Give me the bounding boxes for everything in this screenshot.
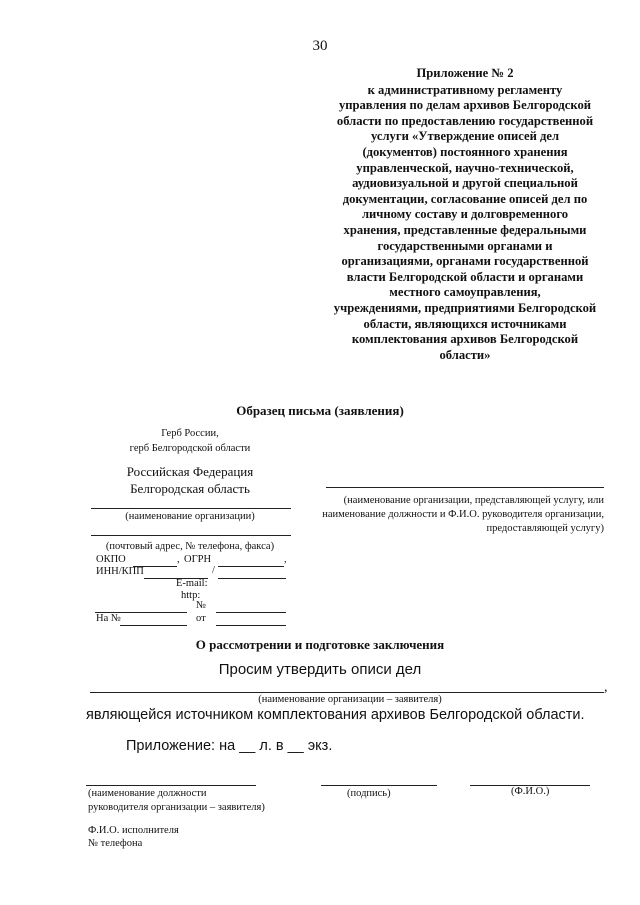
- ogrn-comma: ,: [284, 554, 287, 565]
- appendix-line: области, являющихся источниками: [363, 316, 567, 331]
- okpo-comma: ,: [177, 554, 180, 565]
- appendix-line: власти Белгородской области и органами: [346, 269, 584, 284]
- appendix-line: документации, согласование описей дел по: [342, 191, 588, 206]
- applicant-comma: ,: [604, 680, 608, 695]
- position-caption-line: руководителя организации – заявителя): [88, 802, 265, 813]
- appendix-header: [330, 66, 600, 363]
- emblem-line: Герб России,: [161, 428, 219, 439]
- reply-to-line: [120, 625, 187, 626]
- http-label: http:: [181, 590, 201, 601]
- ogrn-line: [218, 566, 284, 567]
- appendix-line: (документов) постоянного хранения: [362, 144, 568, 159]
- appendix-line: управления по делам архивов Белгородской: [338, 98, 592, 113]
- appendix-line: организациями, органами государственной: [341, 254, 589, 269]
- sample-title: Образец письма (заявления): [236, 403, 404, 418]
- okpo-label: ОКПО: [96, 554, 126, 565]
- position-line: [86, 785, 256, 786]
- appendix-line: местного самоуправления,: [389, 285, 541, 300]
- applicant-caption: (наименование организации – заявителя): [258, 694, 442, 705]
- appendix-line: управленческой, научно-технической,: [356, 160, 574, 175]
- inn-label: ИНН/КПП: [96, 566, 144, 577]
- org-name-line: [91, 508, 291, 509]
- recipient-caption-line: наименование должности и Ф.И.О. руководителя организации,: [322, 509, 604, 520]
- sender-region: Белгородская область: [130, 481, 250, 496]
- appendix-title: Приложение № 2: [416, 66, 514, 80]
- address-caption: (почтовый адрес, № телефона, факса): [105, 541, 275, 552]
- appendix-line: области»: [439, 347, 491, 362]
- recipient-line: [326, 487, 604, 488]
- appendix-line: услуги «Утверждение описей дел: [370, 129, 560, 144]
- appendix-line: комплектования архивов Белгородской: [351, 332, 579, 347]
- sender-country: Российская Федерация: [126, 464, 254, 479]
- recipient-caption: [296, 494, 604, 536]
- applicant-line: [90, 692, 604, 693]
- page-number: 30: [312, 38, 328, 54]
- attachment-text: Приложение: на __ л. в __ экз.: [126, 738, 333, 754]
- org-caption: (наименование организации): [125, 511, 255, 522]
- date-label: от: [196, 613, 206, 624]
- signature-caption: (подпись): [347, 788, 391, 799]
- appendix-line: государственными органами и: [377, 238, 553, 253]
- letter-subject: О рассмотрении и подготовке заключения: [195, 637, 445, 652]
- appendix-line: учреждениями, предприятиями Белгородской: [333, 300, 597, 315]
- name-caption: (Ф.И.О.): [511, 786, 550, 797]
- email-label: E-mail:: [176, 578, 208, 589]
- number-sign: №: [196, 600, 207, 611]
- inn-slash: /: [212, 565, 215, 576]
- appendix-line: области по предоставлению государственной: [336, 113, 594, 128]
- recipient-caption-line: предоставляющей услугу): [486, 523, 604, 534]
- ogrn-label: ОГРН: [184, 554, 212, 565]
- executor-phone-label: № телефона: [88, 838, 143, 849]
- appendix-line: хранения, представленные федеральными: [343, 222, 587, 237]
- signature-line: [321, 785, 437, 786]
- recipient-caption-line: (наименование организации, представляющей услугу, или: [343, 495, 604, 506]
- reply-to-label: На №: [96, 613, 121, 624]
- executor-name-label: Ф.И.О. исполнителя: [88, 825, 179, 836]
- appendix-line: личному составу и долговременного: [361, 207, 569, 222]
- position-caption-line: (наименование должности: [88, 788, 207, 799]
- source-text: являющейся источником комплектования архивов Белгородской области.: [86, 707, 585, 723]
- appendix-line: к административному регламенту: [367, 82, 563, 97]
- kpp-line: [218, 578, 286, 579]
- address-line: [91, 535, 291, 536]
- number-line: [216, 612, 286, 613]
- emblem-line: герб Белгородской области: [129, 443, 251, 454]
- letter-request: Просим утвердить описи дел: [218, 661, 422, 678]
- date-line: [216, 625, 286, 626]
- appendix-line: аудиовизуальной и другой специальной: [352, 176, 578, 191]
